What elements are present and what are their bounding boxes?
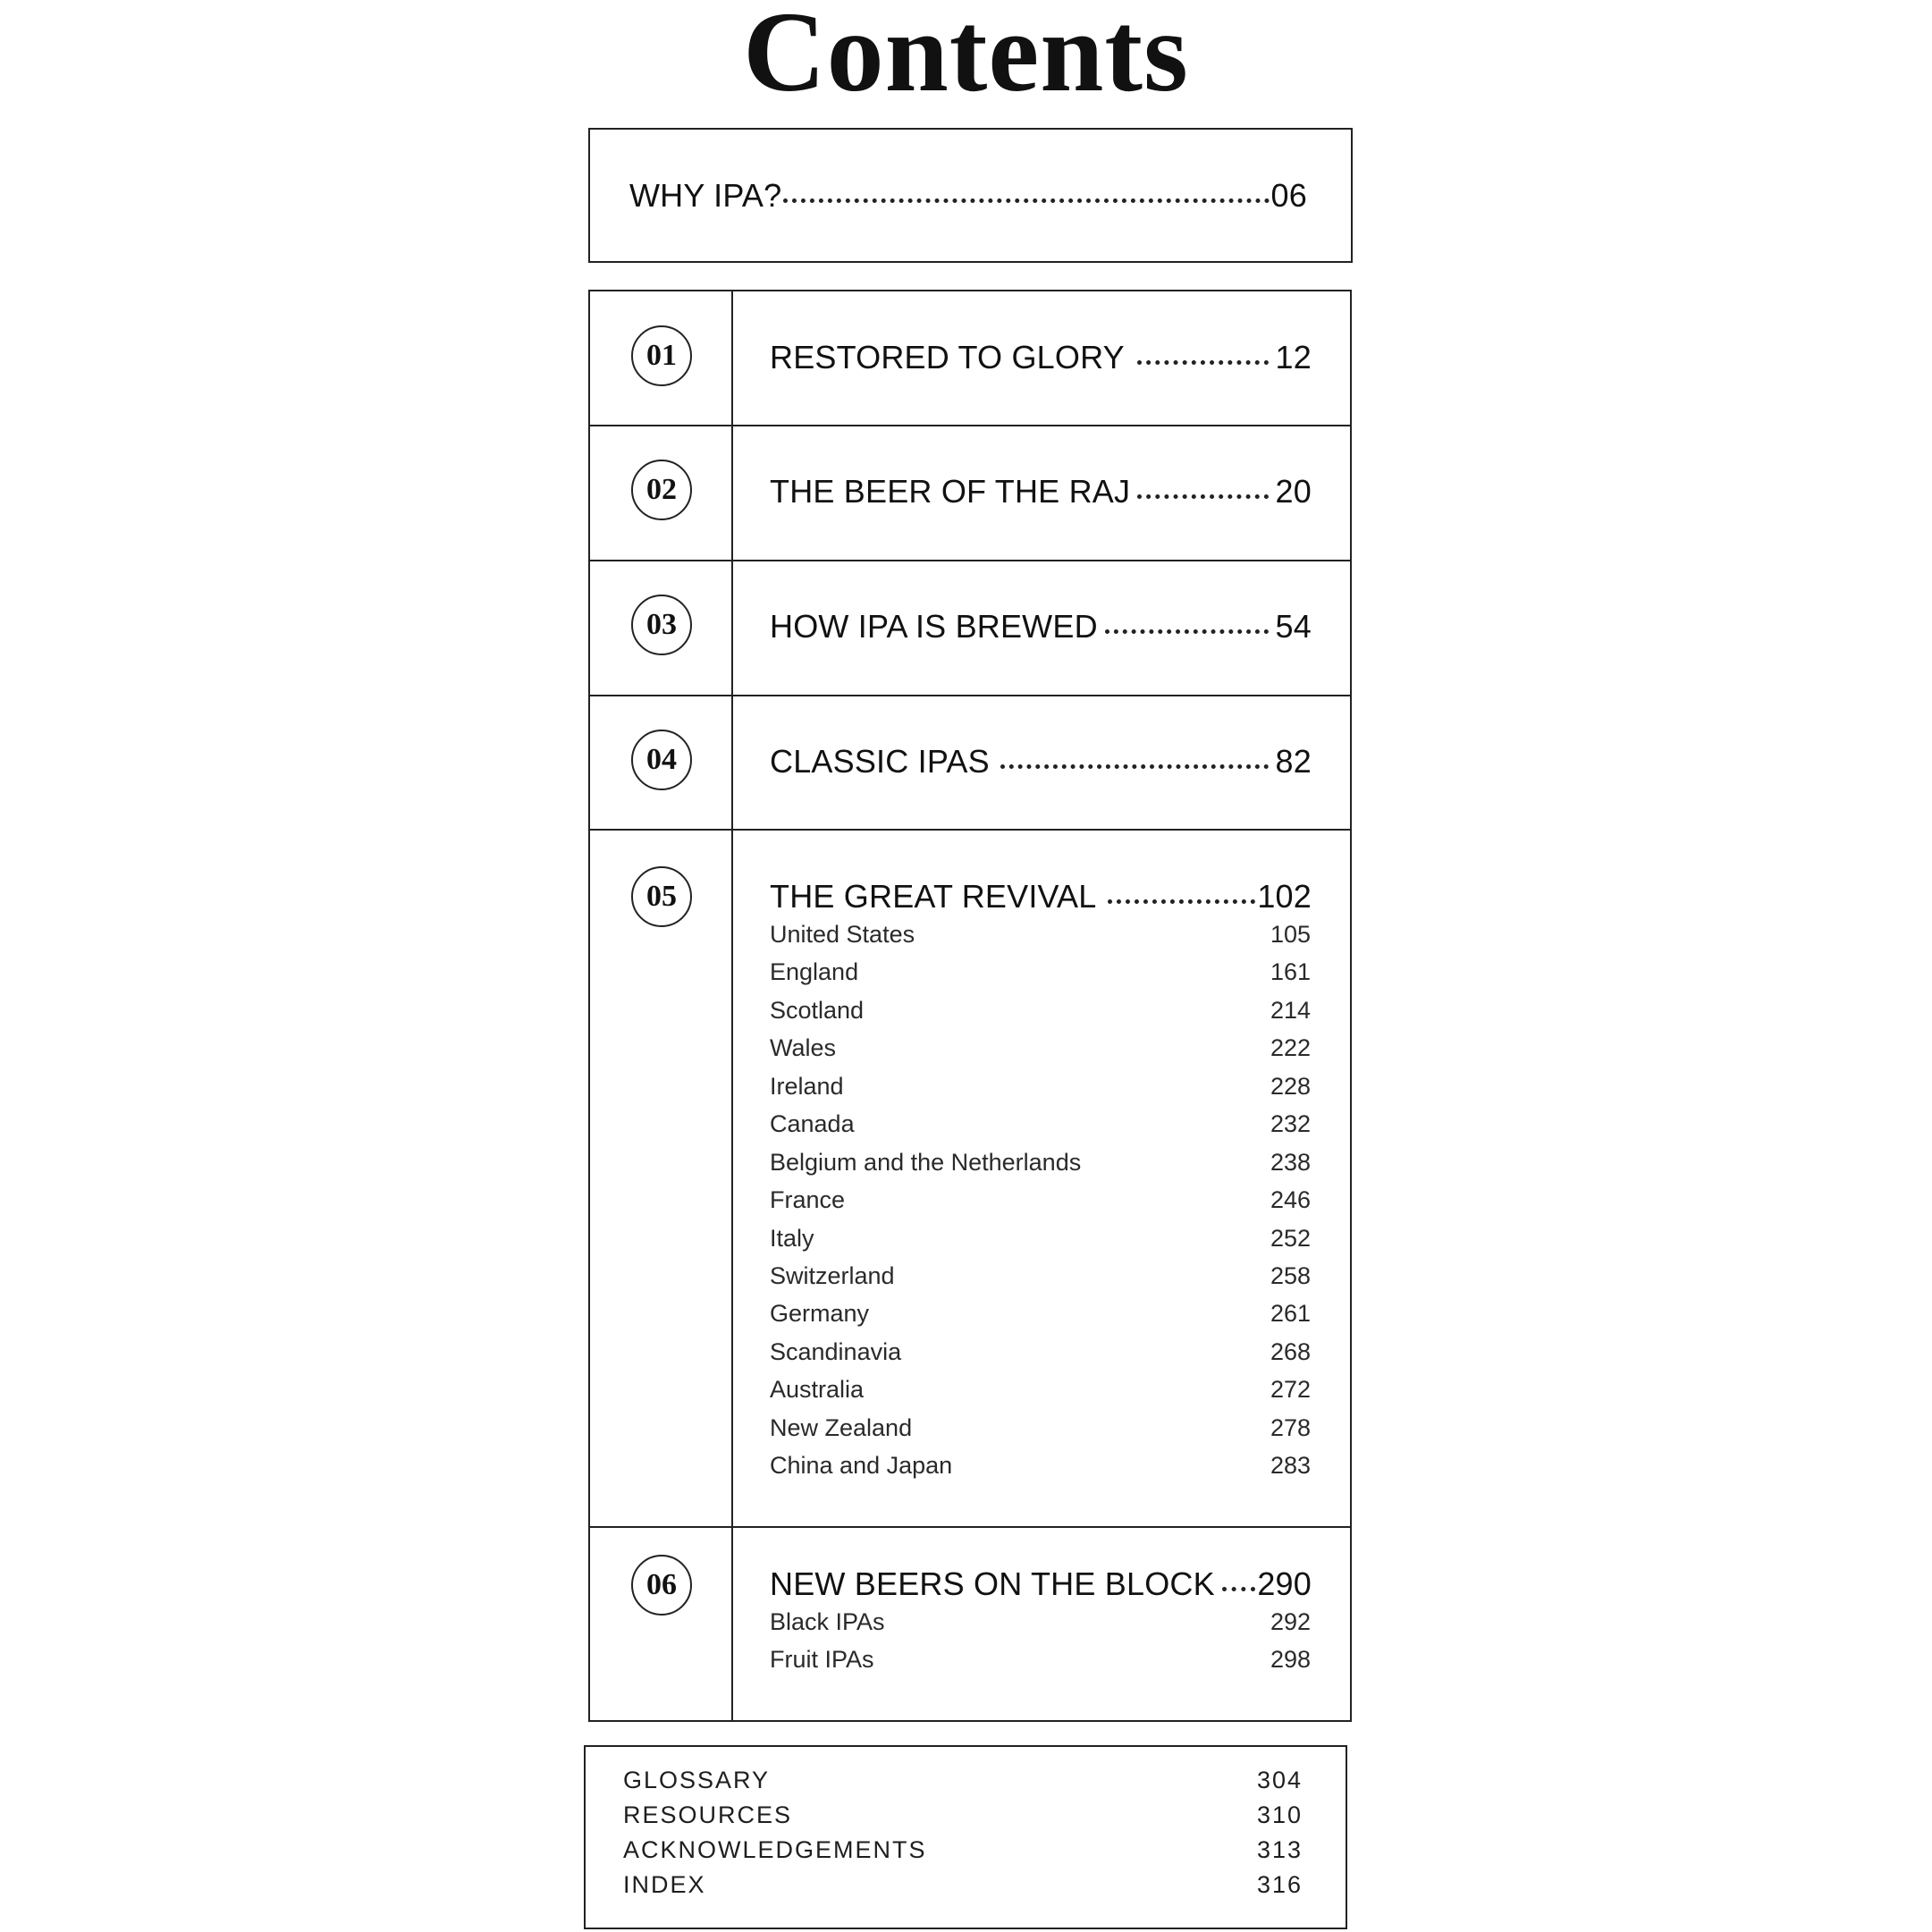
section-entry[interactable] [770, 1608, 1311, 1636]
section-label: United States [770, 921, 915, 948]
section-entry[interactable] [770, 1452, 1311, 1480]
back-matter-page: 313 [1256, 1836, 1303, 1863]
section-page: 278 [1270, 1414, 1311, 1441]
back-matter-entry[interactable] [623, 1767, 1303, 1794]
section-page: 272 [1270, 1376, 1311, 1403]
chapter-number-badge: 05 [631, 866, 692, 927]
section-label: England [770, 958, 859, 985]
intro-page: 06 [1270, 177, 1307, 214]
section-entry[interactable] [770, 1034, 1311, 1062]
chapter-title: NEW BEERS ON THE BLOCK [770, 1565, 1215, 1602]
section-page: 283 [1270, 1452, 1311, 1479]
section-page: 261 [1270, 1300, 1311, 1327]
chapter-entry-01[interactable] [770, 336, 1312, 376]
chapter-entry-05[interactable] [770, 875, 1312, 915]
intro-entry[interactable] [629, 174, 1307, 215]
section-entry[interactable] [770, 1262, 1311, 1290]
section-label: New Zealand [770, 1414, 913, 1441]
section-page: 268 [1270, 1338, 1311, 1365]
section-page: 222 [1270, 1034, 1311, 1061]
section-page: 232 [1270, 1110, 1311, 1137]
dot-leader [1105, 605, 1269, 637]
section-entry[interactable] [770, 1073, 1311, 1101]
section-label: Belgium and the Netherlands [770, 1149, 1082, 1176]
chapter-title: RESTORED TO GLORY [770, 339, 1125, 375]
row-divider [590, 1526, 1350, 1528]
section-label: France [770, 1186, 846, 1213]
intro-box [588, 128, 1353, 263]
chapter-title: CLASSIC IPAS [770, 743, 990, 780]
section-entry[interactable] [770, 1414, 1311, 1442]
section-label: Fruit IPAs [770, 1646, 874, 1673]
section-entry[interactable] [770, 1300, 1311, 1328]
chapter-entry-04[interactable] [770, 740, 1312, 780]
back-matter-page: 316 [1256, 1871, 1303, 1898]
section-entry[interactable] [770, 1225, 1311, 1253]
section-page: 252 [1270, 1225, 1311, 1252]
column-divider [731, 291, 733, 1720]
back-matter-page: 310 [1256, 1801, 1303, 1828]
section-page: 238 [1270, 1149, 1311, 1176]
intro-label: WHY IPA? [629, 177, 782, 214]
chapter-page: 54 [1275, 608, 1312, 645]
section-label: China and Japan [770, 1452, 953, 1479]
chapter-entry-03[interactable] [770, 605, 1312, 645]
chapters-table [588, 290, 1352, 1722]
section-label: Switzerland [770, 1262, 895, 1289]
chapter-page: 82 [1275, 743, 1312, 780]
section-label: Ireland [770, 1073, 844, 1100]
section-label: Black IPAs [770, 1608, 885, 1635]
section-page: 298 [1270, 1646, 1311, 1673]
chapter-page: 290 [1257, 1565, 1312, 1602]
back-matter-entry[interactable] [623, 1801, 1303, 1829]
row-divider [590, 425, 1350, 426]
section-label: Italy [770, 1225, 814, 1252]
section-label: Scandinavia [770, 1338, 902, 1365]
section-page: 214 [1270, 997, 1311, 1024]
section-entry[interactable] [770, 1186, 1311, 1214]
section-entry[interactable] [770, 997, 1311, 1025]
section-label: Wales [770, 1034, 837, 1061]
dot-leader [1137, 336, 1269, 368]
section-page: 246 [1270, 1186, 1311, 1213]
chapter-entry-02[interactable] [770, 470, 1312, 510]
back-matter-entry[interactable] [623, 1871, 1303, 1899]
chapter-number-badge: 03 [631, 595, 692, 655]
chapter-page: 102 [1257, 878, 1312, 915]
section-page: 161 [1270, 958, 1311, 985]
row-divider [590, 829, 1350, 831]
section-page: 105 [1270, 921, 1311, 948]
page-title: Contents [743, 0, 1189, 115]
chapter-title: THE GREAT REVIVAL [770, 878, 1097, 915]
section-label: Scotland [770, 997, 865, 1024]
back-matter-label: ACKNOWLEDGEMENTS [623, 1836, 927, 1863]
section-label: Canada [770, 1110, 855, 1137]
section-entry[interactable] [770, 1149, 1311, 1177]
back-matter-box [584, 1745, 1347, 1929]
section-label: Australia [770, 1376, 865, 1403]
section-entry[interactable] [770, 921, 1311, 949]
dot-leader [1108, 875, 1256, 907]
chapter-number-badge: 04 [631, 730, 692, 790]
section-entry[interactable] [770, 1338, 1311, 1366]
chapter-title: HOW IPA IS BREWED [770, 608, 1098, 645]
back-matter-label: GLOSSARY [623, 1767, 771, 1793]
chapter-number-badge: 01 [631, 325, 692, 386]
chapter-entry-06[interactable] [770, 1563, 1312, 1603]
section-page: 228 [1270, 1073, 1311, 1100]
section-entry[interactable] [770, 1376, 1311, 1404]
chapter-number-badge: 06 [631, 1555, 692, 1616]
chapter-page: 20 [1275, 473, 1312, 510]
dot-leader [1137, 470, 1268, 502]
section-entry[interactable] [770, 1646, 1311, 1674]
row-divider [590, 560, 1350, 561]
section-entry[interactable] [770, 958, 1311, 986]
back-matter-page: 304 [1256, 1767, 1303, 1793]
section-page: 292 [1270, 1608, 1311, 1635]
back-matter-label: INDEX [623, 1871, 706, 1898]
back-matter-entry[interactable] [623, 1836, 1303, 1864]
chapter-title: THE BEER OF THE RAJ [770, 473, 1131, 510]
section-page: 258 [1270, 1262, 1311, 1289]
section-label: Germany [770, 1300, 870, 1327]
dot-leader [1000, 740, 1269, 772]
dot-leader [1222, 1563, 1255, 1595]
row-divider [590, 695, 1350, 696]
back-matter-label: RESOURCES [623, 1801, 793, 1828]
chapter-number-badge: 02 [631, 460, 692, 520]
dot-leader [783, 174, 1269, 207]
chapter-page: 12 [1275, 339, 1312, 375]
section-entry[interactable] [770, 1110, 1311, 1138]
